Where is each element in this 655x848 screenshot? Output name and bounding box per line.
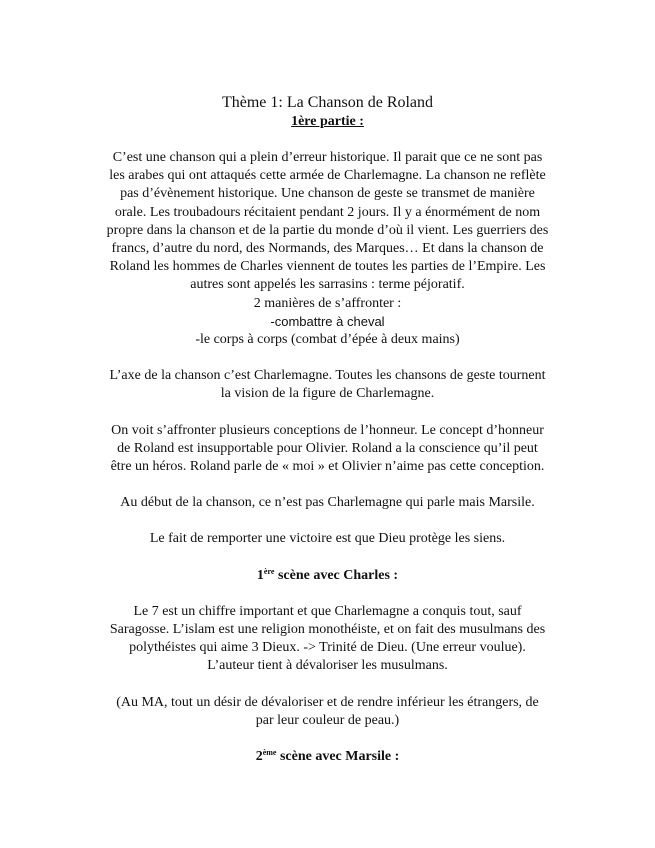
paragraph-victory: Le fait de remporter une victoire est que Dieu protège les siens. [149,531,506,547]
paragraph-axis [86,367,569,403]
scene-heading-charles [86,567,569,585]
spacer [86,512,569,530]
text-line: On voit s’affronter plusieurs conceptions de l’honneur. Le concept d’honneur [111,422,544,438]
scene-heading-text: scène avec Charles : [274,567,399,583]
text-line: C’est une chanson qui a plein d’erreur historique. Il parait que ce ne sont pas [112,150,543,165]
document-title: Thème 1: La Chanson de Roland [221,94,434,111]
text-line: polythéistes qui aime 3 Dieux. -> Trinité de Dieu. (Une erreur voulue). [129,640,526,656]
text-line: par leur couleur de peau.) [255,712,400,728]
spacer [86,404,569,422]
text-line: (Au MA, tout un désir de dévaloriser et de rendre inférieur les étrangers, de [116,694,539,710]
scene-heading-text: scène avec Marsile : [276,749,400,765]
scene-ordinal-suffix: ère [263,566,275,576]
spacer [86,476,569,494]
text-line: pas d’évènement historique. Une chanson de geste se transmet de manière [120,186,535,202]
spacer [86,131,569,149]
text-line: -le corps à corps (combat d’épée à deux mains) [195,332,460,348]
paragraph-intro [86,149,569,349]
spacer [86,549,569,567]
text-line: orale. Les troubadours récitaient pendant 2 jours. Il y a énormément de nom [114,204,541,220]
text-line: être un héros. Roland parle de « moi » et Olivier n’aime pas cette conception. [110,459,545,475]
paragraph-seven [86,603,569,676]
scene-number: 2 [255,749,263,765]
spacer [86,730,569,748]
text-line: de Roland est insupportable pour Olivier. Roland a la conscience qu’il peut [117,440,538,456]
paragraph-marsile: Au début de la chanson, ce n’est pas Charlemagne qui parle mais Marsile. [120,495,535,511]
document-page [86,92,569,766]
text-line: L’auteur tient à dévaloriser les musulmans. [207,658,448,674]
scene-ordinal-suffix: ème [262,748,277,758]
text-line: francs, d’autre du nord, des Normands, des Marques… Et dans la chanson de [111,241,544,257]
text-line: Roland les hommes de Charles viennent de toutes les parties de l’Empire. Les [109,259,546,275]
text-line: propre dans la chanson et de la partie du monde d’où il vient. Les guerriers des [106,222,549,238]
scene-number: 1 [256,567,264,583]
text-line: Le 7 est un chiffre important et que Charlemagne a conquis tout, sauf [133,603,522,619]
scene-heading-marsile [86,748,569,766]
text-line: 2 manières de s’affronter : [253,295,402,311]
spacer [86,349,569,367]
text-line: les arabes qui ont attaqués cette armée de Charlemagne. La chanson ne reflète [109,168,546,184]
text-line: -combattre à cheval [270,313,385,329]
spacer [86,676,569,694]
text-line: L’axe de la chanson c’est Charlemagne. Toutes les chansons de geste tournent [109,368,546,384]
text-line: la vision de la figure de Charlemagne. [220,386,435,402]
paragraph-honour [86,422,569,477]
spacer [86,585,569,603]
paragraph-ma [86,694,569,730]
text-line: Saragosse. L’islam est une religion monothéiste, et on fait des musulmans des [109,622,546,638]
part-heading: 1ère partie : [291,114,364,129]
text-line: autres sont appelés les sarrasins : terme péjoratif. [190,277,465,293]
